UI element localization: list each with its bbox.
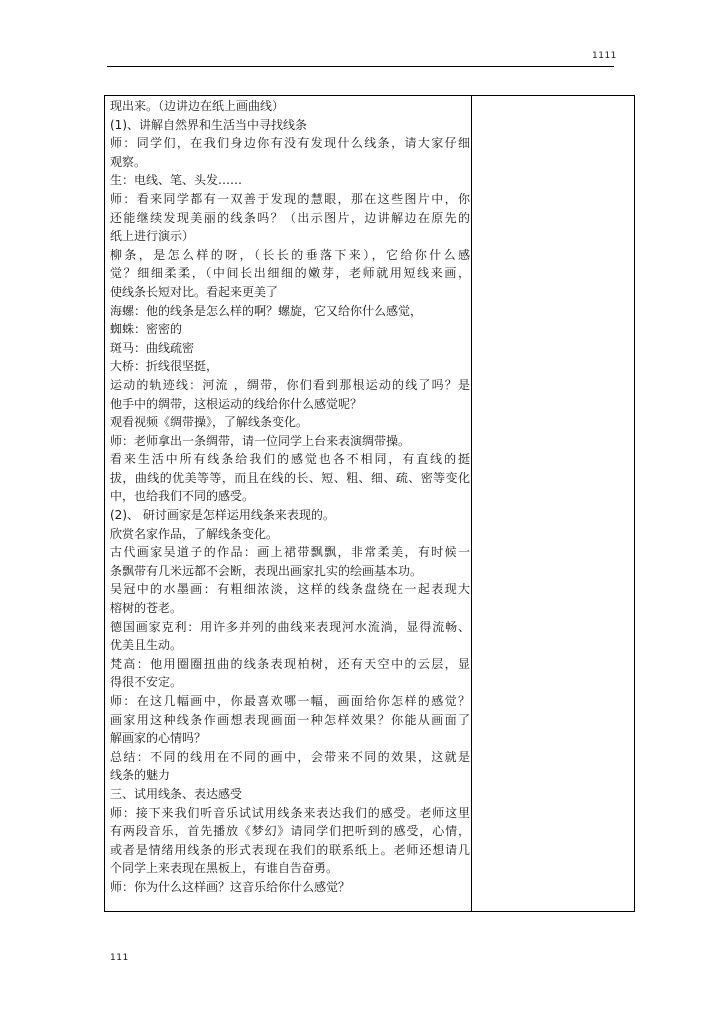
text-line: 条飘带有几米远都不会断，表现出画家扎实的绘画基本功。 xyxy=(110,563,423,578)
text-line: 师：在这几幅画中，你最喜欢哪一幅，画面给你怎样的感觉？ xyxy=(110,694,470,708)
text-line: 现出来。（边讲边在纸上画曲线） xyxy=(110,99,285,113)
text-line: 观看视频《绸带操》，了解线条变化。 xyxy=(110,415,309,430)
text-line: 观察。 xyxy=(110,154,147,169)
text-line: 师：看来同学都有一双善于发现的慧眼，那在这些图片中，你 xyxy=(110,191,470,206)
lesson-table xyxy=(104,95,635,912)
text-line: 古代画家吴道子的作品：画上裙带飘飘，非常柔美，有时候一 xyxy=(110,545,470,560)
footer-page-number: 111 xyxy=(110,953,129,963)
text-line: 个同学上来表现在黑板上，有谁自告奋勇。 xyxy=(110,861,339,876)
text-line: 中，也给我们不同的感受。 xyxy=(110,489,255,504)
text-line: 师：你为什么这样画？这音乐给你什么感觉？ xyxy=(110,879,351,894)
text-line: 梵高：他用圈圈扭曲的线条表现柏树，还有天空中的云层，显 xyxy=(110,656,470,671)
text-line: 斑马：曲线疏密 xyxy=(110,340,195,355)
text-line: 线条的魅力 xyxy=(110,768,171,783)
text-line: 得很不安定。 xyxy=(110,675,183,690)
text-line: 看来生活中所有线条给我们的感觉也各不相同，有直线的挺 xyxy=(110,452,470,467)
text-line: 三、试用线条、表达感受 xyxy=(110,786,243,801)
text-line: 大桥：折线很坚挺， xyxy=(110,359,219,374)
text-line: 榕树的苍老。 xyxy=(110,601,183,616)
lesson-content-cell xyxy=(110,97,470,897)
table-column-divider xyxy=(471,96,472,911)
text-line: 解画家的心情吗？ xyxy=(110,731,207,746)
header-page-number: 1111 xyxy=(592,51,617,61)
text-line: 画家用这种线条作画想表现画面一种怎样效果？你能从画面了 xyxy=(110,712,470,727)
text-line: 他手中的绸带，这根运动的线给你什么感觉呢？ xyxy=(110,396,363,411)
text-line: 还能继续发现美丽的线条吗？（出示图片，边讲解边在原先的 xyxy=(110,210,470,225)
text-line: (1)、讲解自然界和生活当中寻找线条 xyxy=(110,117,307,132)
text-line: 觉？细细柔柔，（中间长出细细的嫩芽，老师就用短线来画， xyxy=(110,266,470,281)
text-line: 欣赏名家作品，了解线条变化。 xyxy=(110,526,279,541)
text-line: 优美且生动。 xyxy=(110,638,183,653)
text-line: 师：同学们，在我们身边你有没有发现什么线条，请大家仔细 xyxy=(110,136,470,151)
header-rule xyxy=(107,66,614,67)
text-line: 或者是情绪用线条的形式表现在我们的联系纸上。老师还想请几 xyxy=(110,842,470,857)
text-line: 总结：不同的线用在不同的画中，会带来不同的效果，这就是 xyxy=(110,749,470,764)
text-line: 使线条长短对比。看起来更美了 xyxy=(110,284,279,299)
text-line: 生：电线、笔、头发…… xyxy=(110,173,243,188)
text-line: 海螺：他的线条是怎么样的啊？螺旋，它又给你什么感觉， xyxy=(110,303,423,318)
text-line: 拔，曲线的优美等等，而且在线的长、短、粗、细、疏、密等变化 xyxy=(110,470,470,485)
text-line: 德国画家克利：用许多并列的曲线来表现河水流淌，显得流畅、 xyxy=(110,619,470,634)
text-line: 有两段音乐，首先播放《梦幻》请同学们把听到的感受，心情， xyxy=(110,824,470,839)
text-line: 纸上进行演示） xyxy=(110,229,195,244)
text-line: (2)、 研讨画家是怎样运用线条来表现的。 xyxy=(110,508,335,523)
text-line: 吴冠中的水墨画：有粗细浓淡，这样的线条盘绕在一起表现大 xyxy=(110,582,470,597)
text-line: 师：老师拿出一条绸带，请一位同学上台来表演绸带操。 xyxy=(110,433,411,448)
text-line: 柳条，是怎么样的呀，（长长的垂落下来），它给你什么感 xyxy=(110,247,470,262)
text-line: 师：接下来我们听音乐试试用线条来表达我们的感受。老师这里 xyxy=(110,805,470,820)
text-line: 蜘蛛：密密的 xyxy=(110,322,183,337)
text-line: 运动的轨迹线：河流 ，绸带，你们看到那根运动的线了吗？是 xyxy=(110,377,470,392)
